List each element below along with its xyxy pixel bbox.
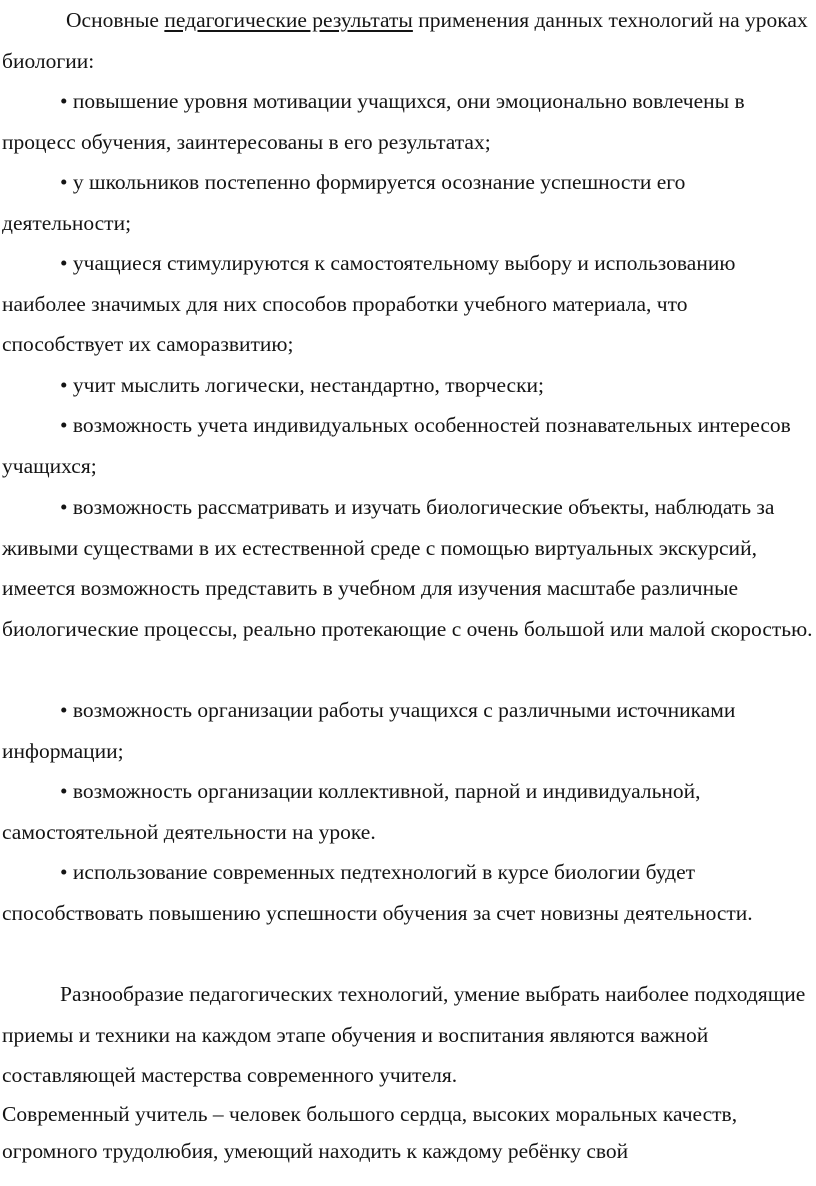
closing-paragraph: Современный учитель – человек большого сердца, высоких моральных качеств, огромного трудолюбия, умеющий находить к каждому ребёнку свой (2, 1102, 738, 1163)
bullet-item: • учащиеся стимулируются к самостоятельному выбору и использованию наиболее значимых для них способов проработки учебного материала, что способствует их саморазвитию; (2, 251, 736, 357)
intro-suffix: применения данных технологий на уроках биологии: (2, 8, 808, 73)
bullet-item: • возможность организации коллективной, парной и индивидуальной, самостоятельной деятельности на уроке. (2, 779, 701, 844)
intro-prefix: Основные (66, 8, 165, 32)
intro-underlined-term: педагогические результаты (164, 8, 413, 32)
bullet-item: • использование современных педтехнологий в курсе биологии будет способствовать повышению успешности обучения за счет новизны деятельности. (2, 860, 753, 925)
bullet-item: • возможность учета индивидуальных особенностей познавательных интересов учащихся; (2, 413, 791, 478)
bullet-item: • возможность организации работы учащихся с различными источниками информации; (2, 698, 736, 763)
bullet-item: • возможность рассматривать и изучать биологические объекты, наблюдать за живыми существами в их естественной среде с помощью виртуальных экскурсий, имеется возможность представить в учебном для изучения масштабе различные биологические процессы, реально протекающие с очень большой или малой скоростью. (2, 495, 813, 642)
intro-paragraph (2, 0, 814, 81)
bullet-item: • повышение уровня мотивации учащихся, они эмоционально вовлечены в процесс обучения, заинтересованы в его результатах; (2, 89, 745, 154)
bullet-item: • учит мыслить логически, нестандартно, творчески; (60, 373, 544, 397)
summary-paragraph: Разнообразие педагогических технологий, умение выбрать наиболее подходящие приемы и техники на каждом этапе обучения и воспитания являются важной составляющей мастерства современного учителя. (2, 982, 806, 1088)
bullet-item: • у школьников постепенно формируется осознание успешности его деятельности; (2, 170, 686, 235)
